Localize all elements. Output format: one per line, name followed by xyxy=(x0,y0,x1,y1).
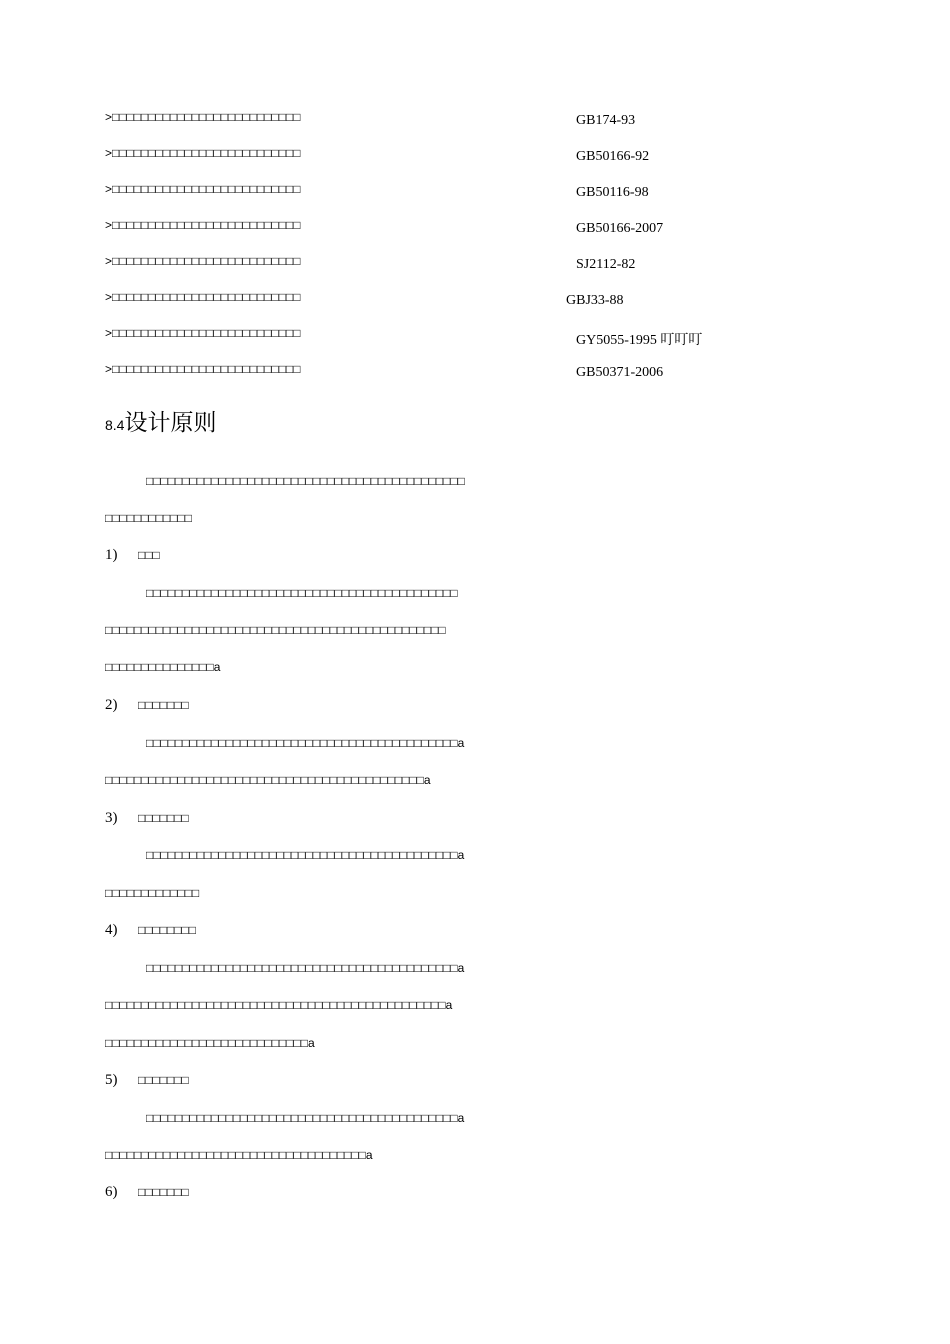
standard-name: >□□□□□□□□□□□□□□□□□□□□□□□□□□ xyxy=(105,362,301,376)
principle-number: 2) xyxy=(105,697,118,713)
standard-name: >□□□□□□□□□□□□□□□□□□□□□□□□□□ xyxy=(105,146,301,160)
paragraph-line: □□□□□□□□□□□□□□□□□□□□□□□□□□□□□□□□□□□□□□□□□□□□ xyxy=(146,474,465,488)
principle-heading xyxy=(105,1183,189,1201)
principle-heading xyxy=(105,921,196,939)
standard-row xyxy=(105,290,865,314)
standard-row xyxy=(105,362,865,386)
principle-number: 5) xyxy=(105,1072,118,1088)
standard-name: >□□□□□□□□□□□□□□□□□□□□□□□□□□ xyxy=(105,110,301,124)
principle-heading xyxy=(105,546,160,564)
paragraph-line: □□□□□□□□□□□□□□□□□□□□□□□□□□□□□□□□□□□□□□□□□□□a xyxy=(146,961,465,975)
standard-name: >□□□□□□□□□□□□□□□□□□□□□□□□□□ xyxy=(105,254,301,268)
principle-title: □□□□□□□ xyxy=(138,1185,189,1199)
principle-number: 1) xyxy=(105,547,118,563)
paragraph-line: □□□□□□□□□□□□□□□□□□□□□□□□□□□□□□□□□□□□□□□□□□□□a xyxy=(105,773,431,787)
standard-row xyxy=(105,110,865,134)
standard-code: GB50116-98 xyxy=(576,185,649,200)
standard-row xyxy=(105,146,865,170)
principle-number: 6) xyxy=(105,1184,118,1200)
principle-heading xyxy=(105,1071,189,1089)
standard-code: GY5055-1995 叮叮叮 xyxy=(576,333,703,348)
standard-name: >□□□□□□□□□□□□□□□□□□□□□□□□□□ xyxy=(105,218,301,232)
section-number: 8.4 xyxy=(105,417,125,433)
section-heading xyxy=(105,404,216,437)
standard-name: >□□□□□□□□□□□□□□□□□□□□□□□□□□ xyxy=(105,182,301,196)
standard-code: GBJ33-88 xyxy=(566,293,624,308)
principle-number: 3) xyxy=(105,810,118,826)
principle-title: □□□□□□□□ xyxy=(138,923,196,937)
paragraph-line: □□□□□□□□□□□□□□□□□□□□□□□□□□□□□□□□□□□□□□□□□□□a xyxy=(146,736,465,750)
principle-number: 4) xyxy=(105,922,118,938)
standard-name: >□□□□□□□□□□□□□□□□□□□□□□□□□□ xyxy=(105,326,301,340)
standard-row xyxy=(105,254,865,278)
paragraph-line: □□□□□□□□□□□□□□□□□□□□□□□□□□□□□□□□□□□□□□□□□□□□□□□a xyxy=(105,998,453,1012)
principle-title: □□□□□□□ xyxy=(138,1073,189,1087)
principle-heading xyxy=(105,809,189,827)
paragraph-line: □□□□□□□□□□□□□□□□□□□□□□□□□□□□□□□□□□□□□□□□□□□ xyxy=(146,586,458,600)
paragraph-line: □□□□□□□□□□□□□□□□□□□□□□□□□□□□□□□□□□□□□□□□□□□a xyxy=(146,1111,465,1125)
paragraph-line: □□□□□□□□□□□□□□□□□□□□□□□□□□□□□□□□□□□□□□□□□□□□□□□ xyxy=(105,623,446,637)
standard-name: >□□□□□□□□□□□□□□□□□□□□□□□□□□ xyxy=(105,290,301,304)
standard-code: GB50371-2006 xyxy=(576,365,664,380)
paragraph-line: □□□□□□□□□□□□□□□□□□□□□□□□□□□□□□□□□□□□□□□□□□□a xyxy=(146,848,465,862)
standard-code: GB50166-2007 xyxy=(576,221,664,236)
principle-title: □□□□□□□ xyxy=(138,811,189,825)
principle-heading xyxy=(105,696,189,714)
standard-code: SJ2112-82 xyxy=(576,257,636,272)
principle-title: □□□□□□□ xyxy=(138,698,189,712)
standard-code: GB50166-92 xyxy=(576,149,650,164)
standard-code: GB174-93 xyxy=(576,113,636,128)
principle-title: □□□ xyxy=(138,548,160,562)
standard-row xyxy=(105,182,865,206)
paragraph-line: □□□□□□□□□□□□□□□□□□□□□□□□□□□□□□□□□□□□a xyxy=(105,1148,373,1162)
section-title: 设计原则 xyxy=(124,410,217,436)
paragraph-line: □□□□□□□□□□□□□□□□□□□□□□□□□□□□a xyxy=(105,1036,315,1050)
standard-row xyxy=(105,218,865,242)
paragraph-line: □□□□□□□□□□□□ xyxy=(105,511,192,525)
standard-row xyxy=(105,326,865,350)
paragraph-line: □□□□□□□□□□□□□ xyxy=(105,886,200,900)
paragraph-line: □□□□□□□□□□□□□□□a xyxy=(105,660,221,674)
